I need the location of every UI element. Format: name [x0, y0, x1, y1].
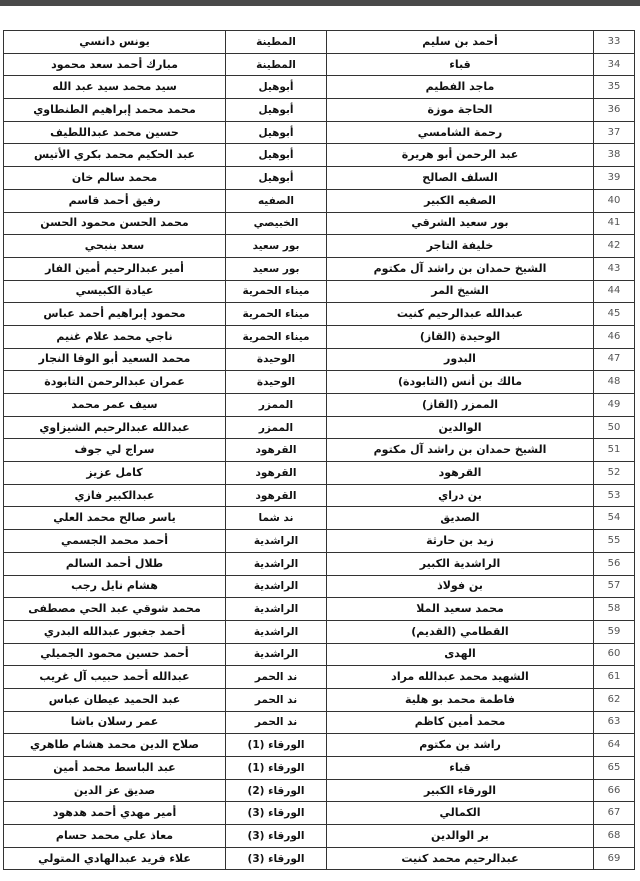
imam-name: محمد محمد إبراهيم الطنطاوي: [4, 99, 226, 122]
table-row: [4, 575, 635, 598]
area-name: المطينة: [226, 31, 327, 54]
mosque-name: عبدالله عبدالرحيم كنيت: [327, 303, 594, 326]
area-name: الممزر: [226, 416, 327, 439]
table-row: [4, 688, 635, 711]
mosque-name: الصديق: [327, 507, 594, 530]
area-name: الوحيدة: [226, 371, 327, 394]
mosque-name: السلف الصالح: [327, 167, 594, 190]
imam-name: أمير مهدي أحمد هدهود: [4, 802, 226, 825]
area-name: القرهود: [226, 462, 327, 485]
area-name: الراشدية: [226, 575, 327, 598]
mosque-name: بن فولاذ: [327, 575, 594, 598]
area-name: الراشدية: [226, 620, 327, 643]
table-row: [4, 394, 635, 417]
area-name: الممزر: [226, 394, 327, 417]
table-row: [4, 802, 635, 825]
mosque-name: بر الوالدين: [327, 825, 594, 848]
table-row: [4, 666, 635, 689]
mosque-name: عبد الرحمن أبو هريرة: [327, 144, 594, 167]
imam-name: سعد بنبحي: [4, 235, 226, 258]
row-number: 48: [594, 371, 635, 394]
mosque-name: القطامي (القديم): [327, 620, 594, 643]
mosque-name: قباء: [327, 757, 594, 780]
table-row: [4, 530, 635, 553]
area-name: ند الحمر: [226, 688, 327, 711]
imam-name: رفيق أحمد قاسم: [4, 189, 226, 212]
area-name: الصفيه: [226, 189, 327, 212]
table-row: [4, 167, 635, 190]
imam-name: صلاح الدين محمد هشام طاهري: [4, 734, 226, 757]
row-number: 40: [594, 189, 635, 212]
imam-name: صديق عز الدين: [4, 779, 226, 802]
row-number: 58: [594, 598, 635, 621]
table-row: [4, 31, 635, 54]
mosque-name: راشد بن مكتوم: [327, 734, 594, 757]
table-row: [4, 348, 635, 371]
area-name: الراشدية: [226, 552, 327, 575]
imam-name: عبد الحكيم محمد بكري الأتيس: [4, 144, 226, 167]
row-number: 63: [594, 711, 635, 734]
row-number: 35: [594, 76, 635, 99]
table-row: [4, 144, 635, 167]
row-number: 50: [594, 416, 635, 439]
area-name: الوحيدة: [226, 348, 327, 371]
mosque-name: الصفيه الكبير: [327, 189, 594, 212]
area-name: الراشدية: [226, 643, 327, 666]
imam-name: محمد السعيد أبو الوفا النجار: [4, 348, 226, 371]
table-row: [4, 235, 635, 258]
table-row: [4, 462, 635, 485]
imam-name: سيف عمر محمد: [4, 394, 226, 417]
mosque-name: الشيخ المر: [327, 280, 594, 303]
area-name: أبوهيل: [226, 167, 327, 190]
row-number: 34: [594, 53, 635, 76]
area-name: ميناء الحمرية: [226, 325, 327, 348]
table-row: [4, 325, 635, 348]
area-name: القرهود: [226, 439, 327, 462]
mosque-name: زيد بن حارثة: [327, 530, 594, 553]
table-row: [4, 620, 635, 643]
mosque-name: قباء: [327, 53, 594, 76]
row-number: 39: [594, 167, 635, 190]
mosque-name: الوالدين: [327, 416, 594, 439]
table-row: [4, 484, 635, 507]
table-row: [4, 416, 635, 439]
area-name: الراشدية: [226, 598, 327, 621]
imam-name: ناجي محمد علام غنيم: [4, 325, 226, 348]
area-name: ميناء الحمرية: [226, 303, 327, 326]
area-name: القرهود: [226, 484, 327, 507]
mosque-name: الممزر (القاز): [327, 394, 594, 417]
area-name: بور سعيد: [226, 257, 327, 280]
mosque-name: الشيخ حمدان بن راشد آل مكتوم: [327, 439, 594, 462]
mosque-name: ماجد الفطيم: [327, 76, 594, 99]
table-row: [4, 257, 635, 280]
imam-name: عمر رسلان باشا: [4, 711, 226, 734]
table-row: [4, 99, 635, 122]
row-number: 57: [594, 575, 635, 598]
row-number: 59: [594, 620, 635, 643]
row-number: 46: [594, 325, 635, 348]
row-number: 53: [594, 484, 635, 507]
row-number: 37: [594, 121, 635, 144]
mosque-name: خليفة التاجر: [327, 235, 594, 258]
mosque-name: رحمة الشامسي: [327, 121, 594, 144]
mosque-name: محمد أمين كاظم: [327, 711, 594, 734]
table-row: [4, 825, 635, 848]
table-row: [4, 847, 635, 870]
table-row: [4, 121, 635, 144]
area-name: الراشدية: [226, 530, 327, 553]
area-name: الورقاء (1): [226, 757, 327, 780]
table-row: [4, 507, 635, 530]
area-name: ند الحمر: [226, 666, 327, 689]
area-name: الورقاء (3): [226, 825, 327, 848]
row-number: 45: [594, 303, 635, 326]
mosque-name: البدور: [327, 348, 594, 371]
table-row: [4, 552, 635, 575]
imam-name: علاء فريد عبدالهادي المتولي: [4, 847, 226, 870]
area-name: الخبيصي: [226, 212, 327, 235]
mosque-name: الحاجة موزة: [327, 99, 594, 122]
imam-name: أحمد جغبور عبدالله البدري: [4, 620, 226, 643]
imam-name: محمد الحسن محمود الحسن: [4, 212, 226, 235]
area-name: المطينة: [226, 53, 327, 76]
area-name: أبوهيل: [226, 99, 327, 122]
table-row: [4, 779, 635, 802]
row-number: 36: [594, 99, 635, 122]
imam-name: عبدالله عبدالرحيم الشيزاوي: [4, 416, 226, 439]
mosque-name: فاطمة محمد بو هلية: [327, 688, 594, 711]
table-row: [4, 303, 635, 326]
table-row: [4, 280, 635, 303]
area-name: الورقاء (2): [226, 779, 327, 802]
area-name: بور سعيد: [226, 235, 327, 258]
area-name: الورقاء (3): [226, 802, 327, 825]
row-number: 42: [594, 235, 635, 258]
row-number: 67: [594, 802, 635, 825]
table-row: [4, 598, 635, 621]
mosque-name: بور سعيد الشرقي: [327, 212, 594, 235]
row-number: 60: [594, 643, 635, 666]
mosque-name: الورقاء الكبير: [327, 779, 594, 802]
imam-name: طلال أحمد السالم: [4, 552, 226, 575]
imam-name: يونس دانسي: [4, 31, 226, 54]
row-number: 33: [594, 31, 635, 54]
row-number: 64: [594, 734, 635, 757]
row-number: 69: [594, 847, 635, 870]
mosque-name: بن دراي: [327, 484, 594, 507]
table-row: [4, 711, 635, 734]
row-number: 54: [594, 507, 635, 530]
mosque-imam-table: [0, 30, 640, 870]
row-number: 68: [594, 825, 635, 848]
table-row: [4, 189, 635, 212]
row-number: 44: [594, 280, 635, 303]
area-name: ند شما: [226, 507, 327, 530]
mosque-name: الوحيدة (القاز): [327, 325, 594, 348]
row-number: 43: [594, 257, 635, 280]
row-number: 41: [594, 212, 635, 235]
imam-name: مبارك أحمد سعد محمود: [4, 53, 226, 76]
row-number: 55: [594, 530, 635, 553]
mosque-name: الكمالي: [327, 802, 594, 825]
imam-name: معاذ علي محمد حسام: [4, 825, 226, 848]
mosque-name: أحمد بن سليم: [327, 31, 594, 54]
table-row: [4, 371, 635, 394]
imam-name: عبد الحميد عيطان عباس: [4, 688, 226, 711]
imam-name: عمران عبدالرحمن التابودة: [4, 371, 226, 394]
area-name: أبوهيل: [226, 76, 327, 99]
table-row: [4, 757, 635, 780]
mosque-name: القرهود: [327, 462, 594, 485]
imam-name: عبدالكبير فازي: [4, 484, 226, 507]
imam-name: أمير عبدالرحيم أمين الفار: [4, 257, 226, 280]
table-row: [4, 734, 635, 757]
imam-name: حسين محمد عبداللطيف: [4, 121, 226, 144]
table-row: [4, 53, 635, 76]
area-name: الورقاء (1): [226, 734, 327, 757]
row-number: 38: [594, 144, 635, 167]
table-body: [4, 31, 635, 870]
row-number: 49: [594, 394, 635, 417]
imam-name: محمد شوقي عبد الحي مصطفى: [4, 598, 226, 621]
row-number: 66: [594, 779, 635, 802]
row-number: 52: [594, 462, 635, 485]
mosque-name: الشهيد محمد عبدالله مراد: [327, 666, 594, 689]
imam-name: محمود إبراهيم أحمد عباس: [4, 303, 226, 326]
row-number: 51: [594, 439, 635, 462]
top-strip: [0, 0, 640, 6]
imam-name: عبدالله أحمد حبيب آل غريب: [4, 666, 226, 689]
imam-name: سراج لي جوف: [4, 439, 226, 462]
imam-name: عبد الباسط محمد أمين: [4, 757, 226, 780]
imam-name: سيد محمد سيد عبد الله: [4, 76, 226, 99]
mosque-name: الشيخ حمدان بن راشد آل مكتوم: [327, 257, 594, 280]
table-row: [4, 643, 635, 666]
mosque-name: الهدى: [327, 643, 594, 666]
imam-name: كامل عزيز: [4, 462, 226, 485]
imam-name: أحمد حسين محمود الجميلي: [4, 643, 226, 666]
mosque-name: الراشدية الكبير: [327, 552, 594, 575]
table-row: [4, 439, 635, 462]
area-name: ند الحمر: [226, 711, 327, 734]
area-name: أبوهيل: [226, 121, 327, 144]
mosque-name: عبدالرحيم محمد كنيت: [327, 847, 594, 870]
imam-name: ياسر صالح محمد العلي: [4, 507, 226, 530]
imam-name: عيادة الكبيسي: [4, 280, 226, 303]
imam-name: هشام نايل رجب: [4, 575, 226, 598]
mosque-name: مالك بن أنس (التابودة): [327, 371, 594, 394]
row-number: 47: [594, 348, 635, 371]
mosque-name: محمد سعيد الملا: [327, 598, 594, 621]
row-number: 56: [594, 552, 635, 575]
imam-name: محمد سالم خان: [4, 167, 226, 190]
row-number: 65: [594, 757, 635, 780]
imam-name: أحمد محمد الجسمي: [4, 530, 226, 553]
area-name: ميناء الحمرية: [226, 280, 327, 303]
area-name: أبوهيل: [226, 144, 327, 167]
table-row: [4, 212, 635, 235]
row-number: 61: [594, 666, 635, 689]
row-number: 62: [594, 688, 635, 711]
table-row: [4, 76, 635, 99]
area-name: الورقاء (3): [226, 847, 327, 870]
